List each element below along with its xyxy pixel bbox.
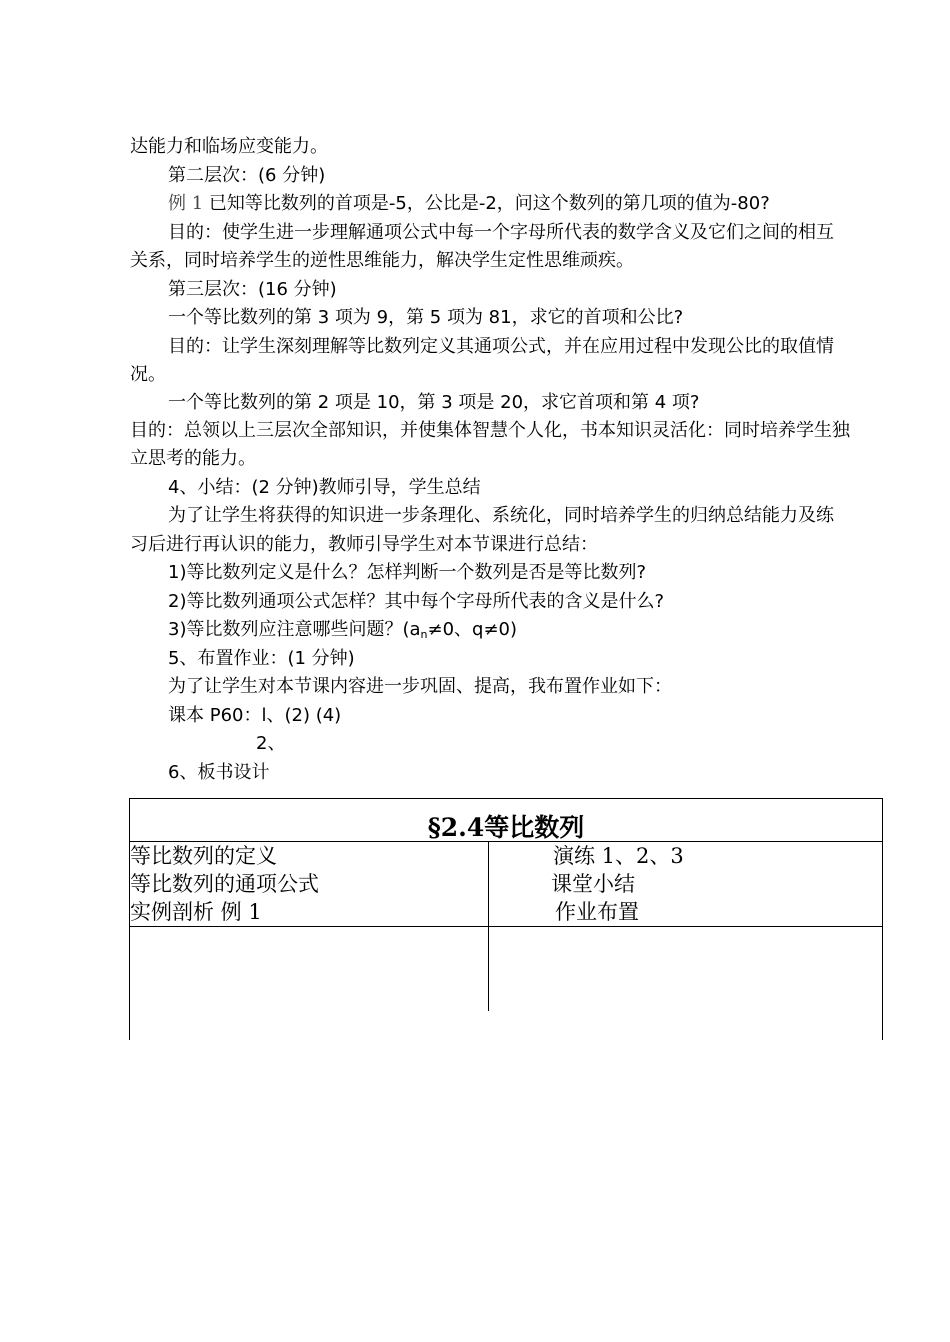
board-design-table	[129, 798, 883, 1040]
text-line: 6、板书设计	[168, 762, 270, 783]
text-line: 第三层次：(16 分钟)	[168, 279, 337, 300]
text-line: 一个等比数列的第 2 项是 10，第 3 项是 20，求它首项和第 4 项?	[168, 392, 700, 413]
text-line: 立思考的能力。	[130, 448, 256, 469]
board-right-item: 演练 1、2、3	[553, 844, 684, 868]
table-border	[488, 841, 489, 1011]
text-line	[168, 193, 770, 215]
text-line: 为了让学生对本节课内容进一步巩固、提高，我布置作业如下：	[168, 676, 672, 697]
text-line: 习后进行再认识的能力，教师引导学生对本节课进行总结：	[130, 534, 598, 555]
board-left-item: 实例剖析 例 1	[130, 900, 262, 924]
board-title: §2.4等比数列	[427, 813, 585, 842]
board-left-item: 等比数列的通项公式	[130, 872, 319, 896]
text-line: 关系，同时培养学生的逆性思维能力，解决学生定性思维顽疾。	[130, 250, 634, 271]
text-line: 目的：使学生进一步理解通项公式中每一个字母所代表的数学含义及它们之间的相互	[168, 222, 834, 243]
text-segment: 3)等比数列应注意哪些问题？(a	[168, 619, 421, 640]
text-line: 第二层次：(6 分钟)	[168, 165, 326, 186]
text-line: 2)等比数列通项公式怎样？其中每个字母所代表的含义是什么?	[168, 591, 665, 612]
text-line: 2、	[256, 733, 286, 754]
subscript: n	[420, 628, 428, 641]
text-line: 为了让学生将获得的知识进一步条理化、系统化，同时培养学生的归纳总结能力及练	[168, 505, 834, 526]
table-border	[129, 926, 883, 927]
text-line: 4、小结：(2 分钟)教师引导，学生总结	[168, 477, 481, 498]
board-right-item: 课堂小结	[551, 872, 635, 896]
text-line: 况。	[130, 364, 166, 385]
example-text: 已知等比数列的首项是-5，公比是-2，问这个数列的第几项的值为-80?	[203, 193, 770, 214]
text-line	[168, 619, 517, 646]
text-segment: ≠0、q≠0)	[427, 619, 518, 640]
text-line: 课本 P60：l、(2) (4)	[168, 705, 342, 726]
board-right-item: 作业布置	[555, 900, 639, 924]
board-left-item: 等比数列的定义	[130, 844, 277, 868]
table-border	[129, 798, 883, 799]
text-line: 5、布置作业：(1 分钟)	[168, 648, 355, 669]
text-line: 目的：总领以上三层次全部知识，并使集体智慧个人化，书本知识灵活化：同时培养学生独	[130, 420, 850, 441]
text-line: 一个等比数列的第 3 项为 9，第 5 项为 81，求它的首项和公比?	[168, 307, 684, 328]
text-line: 目的：让学生深刻理解等比数列定义其通项公式，并在应用过程中发现公比的取值情	[168, 336, 834, 357]
text-line: 达能力和临场应变能力。	[130, 136, 328, 157]
text-line: 1)等比数列定义是什么？怎样判断一个数列是否是等比数列?	[168, 562, 647, 583]
example-label: 例 1	[168, 193, 204, 214]
